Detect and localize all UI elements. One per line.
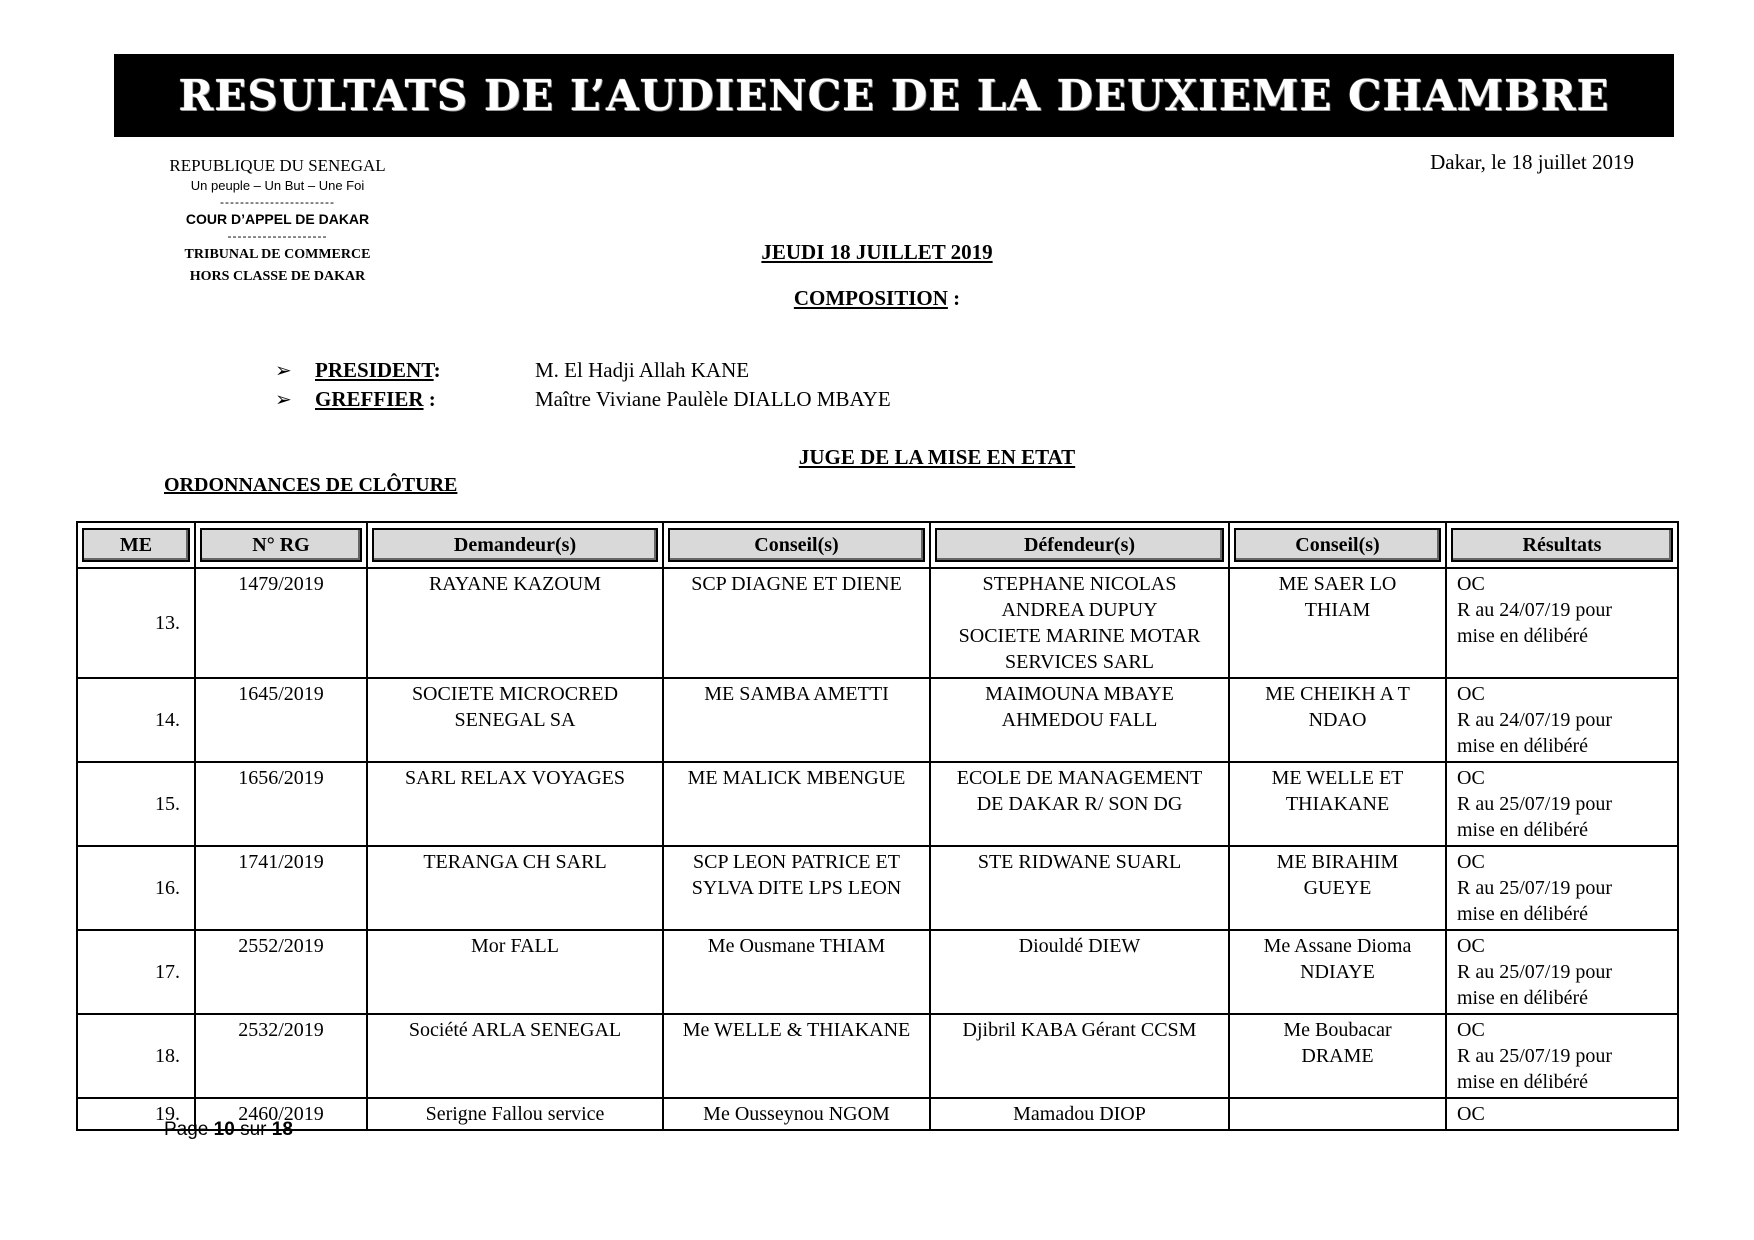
page-number <box>164 1119 293 1141</box>
banner-title: RESULTATS DE L’AUDIENCE DE LA DEUXIEME CHAMBRE <box>178 71 1610 120</box>
composition-greffier <box>275 387 891 412</box>
cell-conseil-defendeur <box>1229 846 1446 930</box>
cell-conseil-defendeur-line: THIAM <box>1304 599 1371 621</box>
cell-me: 14. <box>77 678 195 762</box>
republic-name: REPUBLIQUE DU SENEGAL <box>169 156 386 175</box>
composition-title: COMPOSITION <box>793 286 948 310</box>
cell-defendeur-line: STEPHANE NICOLAS <box>982 573 1177 595</box>
cell-resultat-line: R au 25/07/19 pour <box>1457 961 1612 983</box>
table-row <box>77 1098 1678 1130</box>
composition-heading <box>0 286 1754 311</box>
cell-resultat-line: mise en délibéré <box>1457 819 1589 841</box>
cell-defendeur-line: SERVICES SARL <box>1005 651 1154 673</box>
cell-defendeur-line: ECOLE DE MANAGEMENT <box>956 767 1203 789</box>
table-row <box>77 762 1678 846</box>
cell-conseil-defendeur <box>1229 1014 1446 1098</box>
cell-conseil-defendeur <box>1229 930 1446 1014</box>
cell-rg: 2552/2019 <box>195 930 367 1014</box>
cell-conseil-demandeur: SCP DIAGNE ET DIENE <box>663 568 930 678</box>
cell-resultat-line: OC <box>1457 1019 1485 1041</box>
page-middle: sur <box>234 1119 272 1140</box>
cell-resultat-line: R au 25/07/19 pour <box>1457 793 1612 815</box>
header-demandeur: Demandeur(s) <box>367 522 663 568</box>
court-name: COUR D’APPEL DE DAKAR <box>185 211 370 227</box>
cell-me: 19. <box>77 1098 195 1130</box>
cell-defendeur-line: Djibril KABA Gérant CCSM <box>962 1019 1197 1041</box>
table-row <box>77 846 1678 930</box>
cell-resultat-line: R au 25/07/19 pour <box>1457 877 1612 899</box>
cell-resultat-line: OC <box>1457 935 1485 957</box>
cell-conseil-defendeur-line: Me Assane Dioma <box>1263 935 1412 957</box>
cell-conseil-defendeur-line: ME CHEIKH A T <box>1265 683 1410 705</box>
cell-me: 18. <box>77 1014 195 1098</box>
cell-rg: 1479/2019 <box>195 568 367 678</box>
cell-defendeur <box>930 1098 1229 1130</box>
table-row <box>77 678 1678 762</box>
cell-conseil-defendeur <box>1229 678 1446 762</box>
cell-conseil-demandeur: ME SAMBA AMETTI <box>663 678 930 762</box>
cell-resultat-line: R au 24/07/19 pour <box>1457 599 1612 621</box>
cell-me: 16. <box>77 846 195 930</box>
page-prefix: Page <box>164 1119 214 1140</box>
cell-me: 15. <box>77 762 195 846</box>
cell-defendeur-line: STE RIDWANE SUARL <box>977 851 1182 873</box>
page-current: 10 <box>213 1119 235 1140</box>
arrow-bullet-icon: ➢ <box>275 389 292 411</box>
cell-conseil-defendeur-line: ME SAER LO <box>1278 573 1397 595</box>
cell-rg: 1741/2019 <box>195 846 367 930</box>
cell-defendeur <box>930 762 1229 846</box>
cell-resultat-line: R au 25/07/19 pour <box>1457 1045 1612 1067</box>
composition-title-suffix: : <box>947 286 961 310</box>
cell-defendeur-line: MAIMOUNA MBAYE <box>985 683 1174 705</box>
header-conseil-demandeur: Conseil(s) <box>663 522 930 568</box>
header-resultats: Résultats <box>1446 522 1678 568</box>
table-header-row <box>77 522 1678 568</box>
cell-resultat <box>1446 762 1678 846</box>
cell-demandeur: RAYANE KAZOUM <box>367 568 663 678</box>
section-title: JUGE DE LA MISE EN ETAT <box>798 445 1076 469</box>
cell-defendeur-line: SOCIETE MARINE MOTAR <box>958 625 1201 647</box>
cell-conseil-defendeur-line: ME BIRAHIM <box>1276 851 1399 873</box>
cell-defendeur <box>930 846 1229 930</box>
cell-demandeur: Serigne Fallou service <box>367 1098 663 1130</box>
table-row <box>77 930 1678 1014</box>
table-row <box>77 1014 1678 1098</box>
cell-resultat-line: OC <box>1457 1103 1485 1125</box>
national-motto: Un peuple – Un But – Une Foi <box>190 178 365 193</box>
cell-resultat <box>1446 930 1678 1014</box>
cell-defendeur <box>930 678 1229 762</box>
cell-resultat-line: R au 24/07/19 pour <box>1457 709 1612 731</box>
cell-rg: 2532/2019 <box>195 1014 367 1098</box>
table-row <box>77 568 1678 678</box>
header-rg: N° RG <box>195 522 367 568</box>
results-table <box>76 521 1679 1131</box>
cell-conseil-demandeur: Me WELLE & THIAKANE <box>663 1014 930 1098</box>
cell-conseil-defendeur-line: THIAKANE <box>1285 793 1390 815</box>
cell-conseil-defendeur <box>1229 1098 1446 1130</box>
title-banner <box>114 54 1674 137</box>
tribunal-name-line2: HORS CLASSE DE DAKAR <box>189 269 366 284</box>
cell-resultat-line: mise en délibéré <box>1457 903 1589 925</box>
cell-defendeur <box>930 568 1229 678</box>
cell-resultat-line: mise en délibéré <box>1457 1071 1589 1093</box>
page-total: 18 <box>271 1119 293 1140</box>
member-name: Maître Viviane Paulèle DIALLO MBAYE <box>535 387 891 411</box>
document-date: Dakar, le 18 juillet 2019 <box>1430 150 1634 174</box>
cell-conseil-demandeur: SCP LEON PATRICE ET SYLVA DITE LPS LEON <box>663 846 930 930</box>
cell-rg: 1645/2019 <box>195 678 367 762</box>
cell-conseil-defendeur-line: NDIAYE <box>1300 961 1375 983</box>
cell-demandeur: SARL RELAX VOYAGES <box>367 762 663 846</box>
cell-resultat-line: OC <box>1457 767 1485 789</box>
cell-conseil-demandeur: ME MALICK MBENGUE <box>663 762 930 846</box>
cell-defendeur-line: DE DAKAR R/ SON DG <box>976 793 1183 815</box>
cell-conseil-demandeur: Me Ousseynou NGOM <box>663 1098 930 1130</box>
cell-defendeur <box>930 930 1229 1014</box>
cell-conseil-defendeur-line: DRAME <box>1301 1045 1374 1067</box>
role-name: PRESIDENT <box>315 358 434 382</box>
role-label <box>315 358 535 383</box>
cell-resultat-line: OC <box>1457 573 1485 595</box>
hearing-date: JEUDI 18 JUILLET 2019 <box>761 240 993 264</box>
cell-demandeur: Mor FALL <box>367 930 663 1014</box>
arrow-bullet-icon: ➢ <box>275 360 292 382</box>
role-label <box>315 387 535 412</box>
cell-defendeur-line: Diouldé DIEW <box>1018 935 1141 957</box>
cell-resultat-line: OC <box>1457 683 1485 705</box>
cell-conseil-defendeur <box>1229 568 1446 678</box>
cell-resultat-line: mise en délibéré <box>1457 625 1589 647</box>
issuer-block <box>140 156 415 287</box>
cell-demandeur: SOCIETE MICROCRED SENEGAL SA <box>367 678 663 762</box>
cell-resultat <box>1446 568 1678 678</box>
separator: ----------------------- <box>220 195 335 209</box>
cell-me: 13. <box>77 568 195 678</box>
role-separator: : <box>423 387 436 411</box>
role-separator: : <box>433 358 441 382</box>
member-name: M. El Hadji Allah KANE <box>535 358 750 382</box>
cell-conseil-defendeur-line: Me Boubacar <box>1283 1019 1392 1041</box>
cell-conseil-defendeur-line: ME WELLE ET <box>1271 767 1404 789</box>
subsection-title: ORDONNANCES DE CLÔTURE <box>164 474 458 496</box>
cell-conseil-defendeur <box>1229 762 1446 846</box>
cell-resultat <box>1446 678 1678 762</box>
cell-defendeur-line: ANDREA DUPUY <box>1001 599 1158 621</box>
composition-president <box>275 358 749 383</box>
cell-resultat <box>1446 846 1678 930</box>
cell-conseil-defendeur-line: GUEYE <box>1303 877 1372 899</box>
header-me: ME <box>77 522 195 568</box>
cell-resultat-line: mise en délibéré <box>1457 987 1589 1009</box>
cell-resultat <box>1446 1098 1678 1130</box>
role-name: GREFFIER <box>315 387 424 411</box>
cell-defendeur-line: AHMEDOU FALL <box>1001 709 1158 731</box>
cell-conseil-defendeur-line: NDAO <box>1308 709 1367 731</box>
header-defendeur: Défendeur(s) <box>930 522 1229 568</box>
cell-resultat-line: mise en délibéré <box>1457 735 1589 757</box>
cell-defendeur-line: Mamadou DIOP <box>1013 1103 1146 1125</box>
cell-resultat <box>1446 1014 1678 1098</box>
cell-me: 17. <box>77 930 195 1014</box>
header-conseil-defendeur: Conseil(s) <box>1229 522 1446 568</box>
tribunal-name-line1: TRIBUNAL DE COMMERCE <box>184 247 371 262</box>
cell-demandeur: Société ARLA SENEGAL <box>367 1014 663 1098</box>
cell-defendeur <box>930 1014 1229 1098</box>
cell-conseil-demandeur: Me Ousmane THIAM <box>663 930 930 1014</box>
cell-resultat-line: OC <box>1457 851 1485 873</box>
cell-rg: 2460/2019 <box>195 1098 367 1130</box>
separator: -------------------- <box>227 229 328 243</box>
cell-demandeur: TERANGA CH SARL <box>367 846 663 930</box>
cell-rg: 1656/2019 <box>195 762 367 846</box>
